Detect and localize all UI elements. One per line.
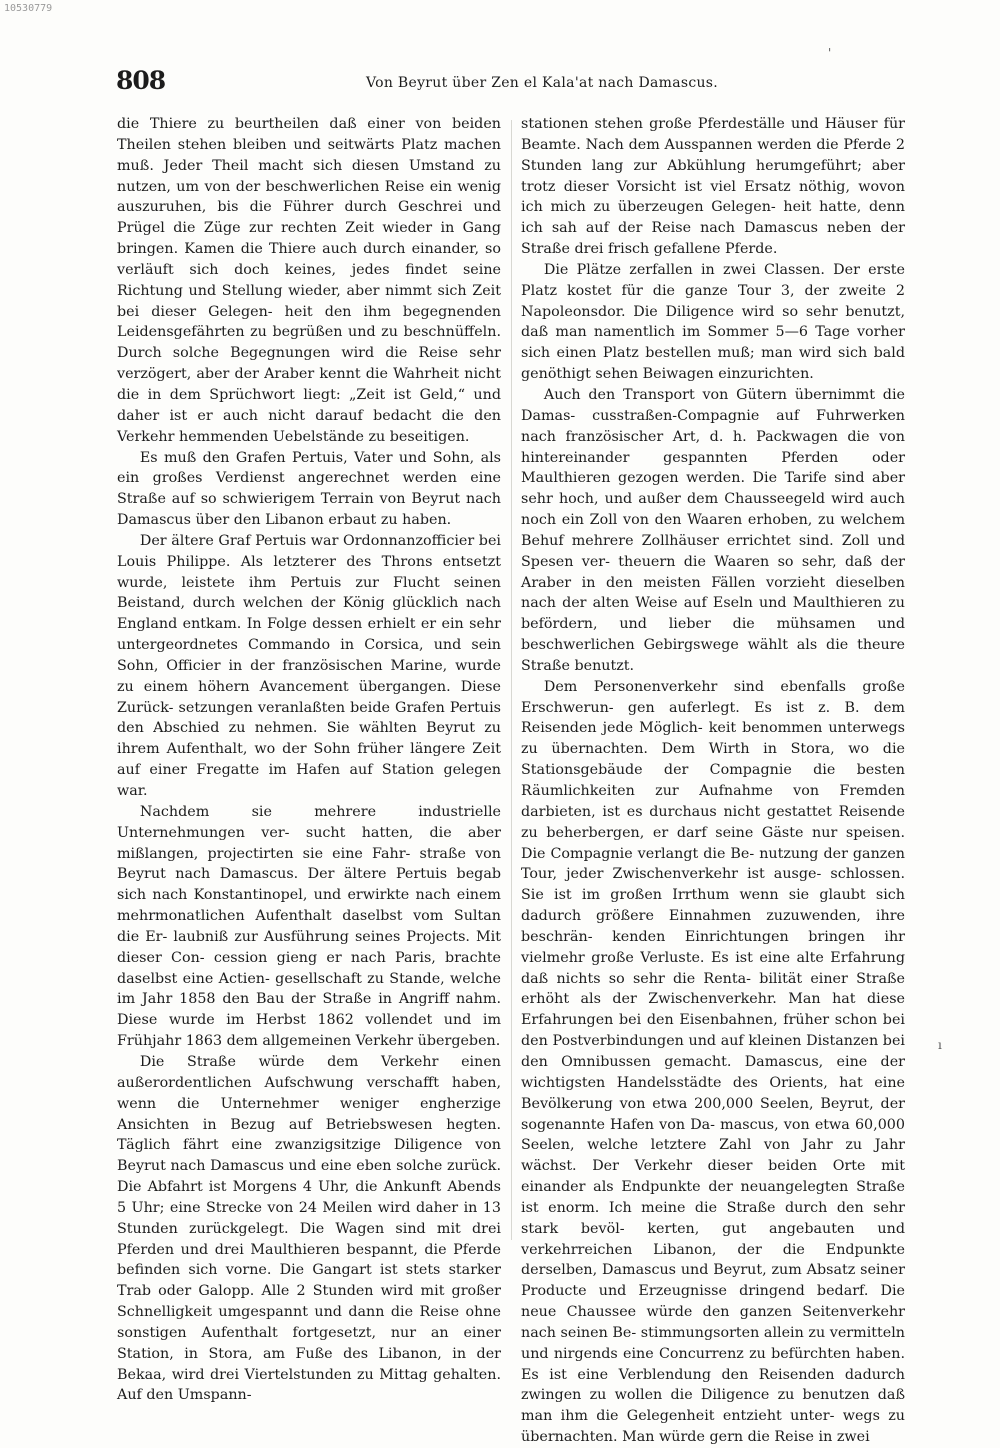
scan-id: 10530779 xyxy=(4,3,53,14)
paragraph: stationen stehen große Pferdeställe und Häuser für Beamte. Nach dem Ausspannen werden die Pferde 2 Stunden lang zur Abkühlung herumgeführt; aber trotz dieser Vorsicht ist viel Ersatz nöthig, wovon ich mich zu überzeugen Gelegen- heit hatte, denn ich sah auf der Reise nach Damascus neben der Straße drei frisch gefallene Pferde. xyxy=(521,116,905,258)
running-title: Von Beyrut über Zen el Kala'at nach Damascus. xyxy=(366,75,719,91)
left-column xyxy=(117,114,501,1406)
column-divider xyxy=(511,120,512,1240)
paragraph: Dem Personenverkehr sind ebenfalls große Erschwerun- gen auferlegt. Es ist z. B. dem Reisenden jede Möglich- keit benommen unterwegs zu übernachten. Dem Wirth in Stora, wo die Stationsgebäude der Compagnie die besten Räumlichkeiten zur Aufnahme von Fremden darbieten, ist es durchaus nicht gestattet Reisende zu beherbergen, er darf seine Gäste nur speisen. Die Compagnie verlangt die Be- nutzung der ganzen Tour, jeder Zwischenverkehr ist ausge- schlossen. Sie ist im großen Irrthum wenn sie glaubt sich dadurch größere Einnahmen zuzuwenden, ihre beschrän- kenden Einrichtungen bringen ihr vielmehr große Verluste. Es ist eine alte Erfahrung daß nichts so sehr die Renta- bilität einer Straße erhöht als der Zwischenverkehr. Man hat diese Erfahrungen bei den Eisenbahnen, früher schon bei den Postverbindungen und auf kleinen Distanzen bei den Omnibussen gemacht. Damascus, eine der wichtigsten Handelsstädte des Orients, hat eine Bevölkerung von etwa 200,000 Seelen, Beyrut, der sogenannte Hafen von Da- mascus, von etwa 60,000 Seelen, welche letztere Zahl von Jahr zu Jahr wächst. Der Verkehr dieser beiden Orte mit einander als Endpunkte der neuangelegten Straße ist enorm. Ich meine die Straße durch den sehr stark bevöl- kerten, gut angebauten und verkehrreichen Libanon, der die Endpunkte derselben, Damascus und Beyrut, zum Absatz seiner Producte und Erzeugnisse dringend bedarf. Die neue Chaussee würde den ganzen Seitenverkehr nach seinen Be- stimmungsorten allein zu vermitteln und nirgends eine Concurrenz zu befürchten haben. Es ist eine Verblendung den Reisenden dadurch zwingen zu wollen die Diligence zu benutzen daß man ihm die Gelegenheit entzieht unter- wegs zu übernachten. Man würde gern die Reise in zwei xyxy=(521,678,905,1446)
paragraph: Der ältere Graf Pertuis war Ordonnanzofficier bei Louis Philippe. Als letzterer des Throns entsetzt wurde, leistete ihm Pertuis zur Flucht seinen Beistand, durch welchen der König glücklich nach England entkam. In Folge dessen erhielt er ein sehr untergeordnetes Commando in Corsica, und sein Sohn, Officier in der französischen Marine, wurde zu einem höhern Avancement übergangen. Diese Zurück- setzungen veranlaßten beide Grafen Pertuis den Abschied zu nehmen. Sie wählten Beyrut zu ihrem Aufenthalt, wo der Sohn früher längere Zeit auf einer Fregatte im Hafen auf Station gelegen war. xyxy=(117,532,501,799)
paragraph: die Thiere zu beurtheilen daß einer von beiden Theilen stehen bleiben und seitwärts Platz machen muß. Jeder Theil macht sich diesen Umstand zu nutzen, um von der beschwerlichen Reise ein wenig auszuruhen, bis die Führer durch Geschrei und Prügel die Züge zur rechten Zeit wieder in Gang bringen. Kamen die Thiere auch durch einander, so verläuft sich doch keines, jedes findet seine Richtung und Stellung wieder, aber nimmt sich Zeit bei dieser Gelegen- heit den ihm begegnenden Leidensgefährten zu begrüßen und zu beschnüffeln. Durch solche Begegnungen wird die Reise sehr verzögert, aber der Araber kennt die Wahrheit nicht die in dem Sprüchwort liegt: „Zeit ist Geld,“ und daher ist er auch nicht darauf bedacht die den Verkehr hemmenden Uebelstände zu beseitigen. xyxy=(117,116,501,445)
paragraph: Es muß den Grafen Pertuis, Vater und Sohn, als ein großes Verdienst angerechnet werden eine Straße auf so schwierigem Terrain von Beyrut nach Damascus über den Libanon erbaut zu haben. xyxy=(117,449,501,529)
margin-mark: ı xyxy=(938,1038,942,1052)
paragraph: Die Straße würde dem Verkehr einen außerordentlichen Aufschwung verschafft haben, wenn die Unternehmer weniger engherzige Ansichten in Bezug auf Betriebswesen hegten. Täglich fährt eine zwanzigsitzige Diligence von Beyrut nach Damascus und eine eben solche zurück. Die Abfahrt ist Morgens 4 Uhr, die Ankunft Abends 5 Uhr; eine Strecke von 24 Meilen wird daher in 13 Stunden zurückgelegt. Die Wagen sind mit drei Pferden und drei Maulthieren bespannt, die Pferde befinden sich vorne. Die Gangart ist stets starker Trab oder Galopp. Alle 2 Stunden wird mit großer Schnelligkeit umgespannt und dann die Reise ohne sonstigen Aufenthalt fortgesetzt, nur an einer Station, in Stora, am Fuße des Libanon, in der Bekaa, wird drei Viertelstunden zu Mittag gehalten. Auf den Umspann- xyxy=(117,1053,501,1404)
paragraph: Auch den Transport von Gütern übernimmt die Damas- cusstraßen-Compagnie auf Fuhrwerken nach französischer Art, d. h. Packwagen die von hintereinander gespannten Pferden oder Maulthieren gezogen werden. Die Tarife sind aber sehr hoch, und außer dem Chausseegeld wird auch noch ein Zoll von den Waaren erhoben, zu welchem Behuf mehrere Zollhäuser errichtet sind. Zoll und Spesen ver- theuern die Waaren so sehr, daß der Araber in den meisten Fällen vorzieht dieselben nach der alten Weise auf Eseln und Maulthieren zu befördern, und lieber die mühsamen und beschwerlichen Gebirgswege wählt als die theure Straße benutzt. xyxy=(521,386,905,674)
paragraph: Die Plätze zerfallen in zwei Classen. Der erste Platz kostet für die ganze Tour 3, der zweite 2 Napoleonsdor. Die Diligence wird so sehr benutzt, daß man namentlich im Sommer 5—6 Tage vorher sich einen Platz bestellen muß; man wird sich bald genöthigt sehen Beiwagen einzurichten. xyxy=(521,261,905,383)
page-header xyxy=(116,66,906,100)
page-number: 808 xyxy=(116,66,166,95)
right-column xyxy=(521,114,905,1448)
paragraph: Nachdem sie mehrere industrielle Unternehmungen ver- sucht hatten, die aber mißlangen, projectirten sie eine Fahr- straße von Beyrut nach Damascus. Der ältere Pertuis begab sich nach Konstantinopel, und erwirkte nach einem mehrmonatlichen Aufenthalt daselbst vom Sultan die Er- laubniß zur Ausführung seines Projects. Mit dieser Con- cession gieng er nach Paris, brachte daselbst eine Actien- gesellschaft zu Stande, welche im Jahr 1858 den Bau der Straße in Angriff nahm. Diese wurde im Herbst 1862 vollendet und im Frühjahr 1863 dem allgemeinen Verkehr übergeben. xyxy=(117,803,501,1050)
margin-mark: ' xyxy=(828,46,832,60)
